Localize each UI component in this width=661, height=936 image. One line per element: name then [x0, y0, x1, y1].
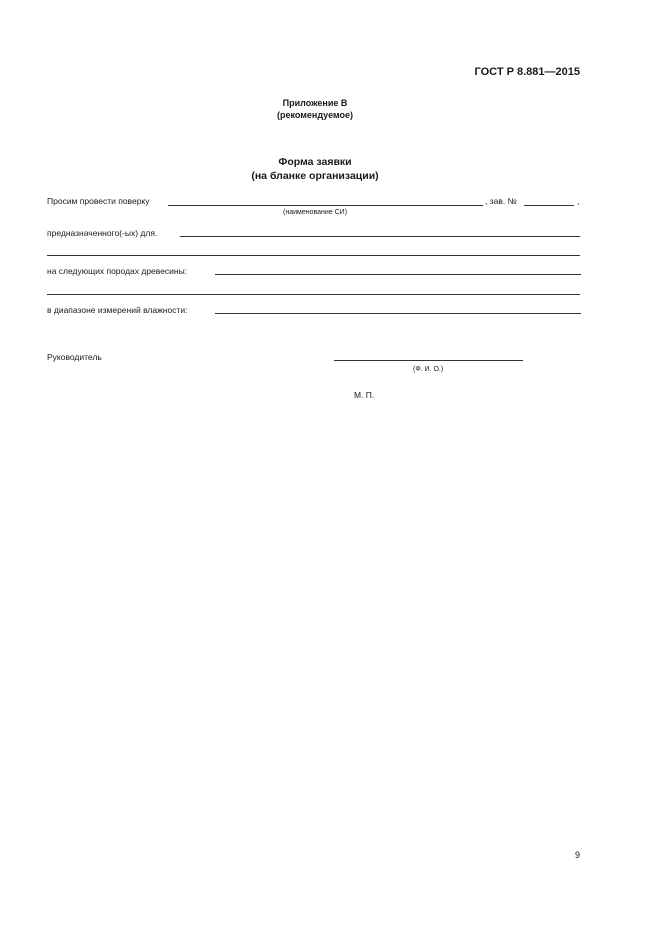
- annex-subtitle: (рекомендуемое): [277, 110, 353, 120]
- blank-line-2[interactable]: [47, 294, 580, 295]
- wood-species-label: на следующих породах древесины:: [47, 266, 188, 276]
- humidity-range-field[interactable]: [215, 313, 581, 314]
- request-label: Просим провести поверку: [47, 196, 150, 206]
- document-code: ГОСТ Р 8.881—2015: [474, 66, 580, 78]
- wood-species-field[interactable]: [215, 274, 581, 275]
- serial-number-field[interactable]: [524, 205, 574, 206]
- blank-line-1[interactable]: [47, 255, 580, 256]
- humidity-range-label: в диапазоне измерений влажности:: [47, 305, 188, 315]
- intended-for-field[interactable]: [180, 236, 580, 237]
- head-label: Руководитель: [47, 352, 102, 362]
- intended-for-label: предназначенного(-ых) для.: [47, 228, 158, 238]
- form-subtitle: (на бланке организации): [251, 170, 379, 182]
- instrument-name-field[interactable]: [168, 205, 483, 206]
- page-number: 9: [574, 850, 580, 860]
- serial-number-label: , зав. №: [485, 196, 517, 206]
- name-caption: (Ф. И. О.): [413, 366, 444, 373]
- stamp-place: М. П.: [354, 390, 375, 400]
- form-title: Форма заявки: [278, 156, 352, 168]
- instrument-caption: (наименование СИ): [283, 209, 348, 216]
- annex-title: Приложение В: [282, 98, 348, 108]
- head-name-field[interactable]: [334, 360, 523, 361]
- serial-number-end: ,: [577, 196, 580, 206]
